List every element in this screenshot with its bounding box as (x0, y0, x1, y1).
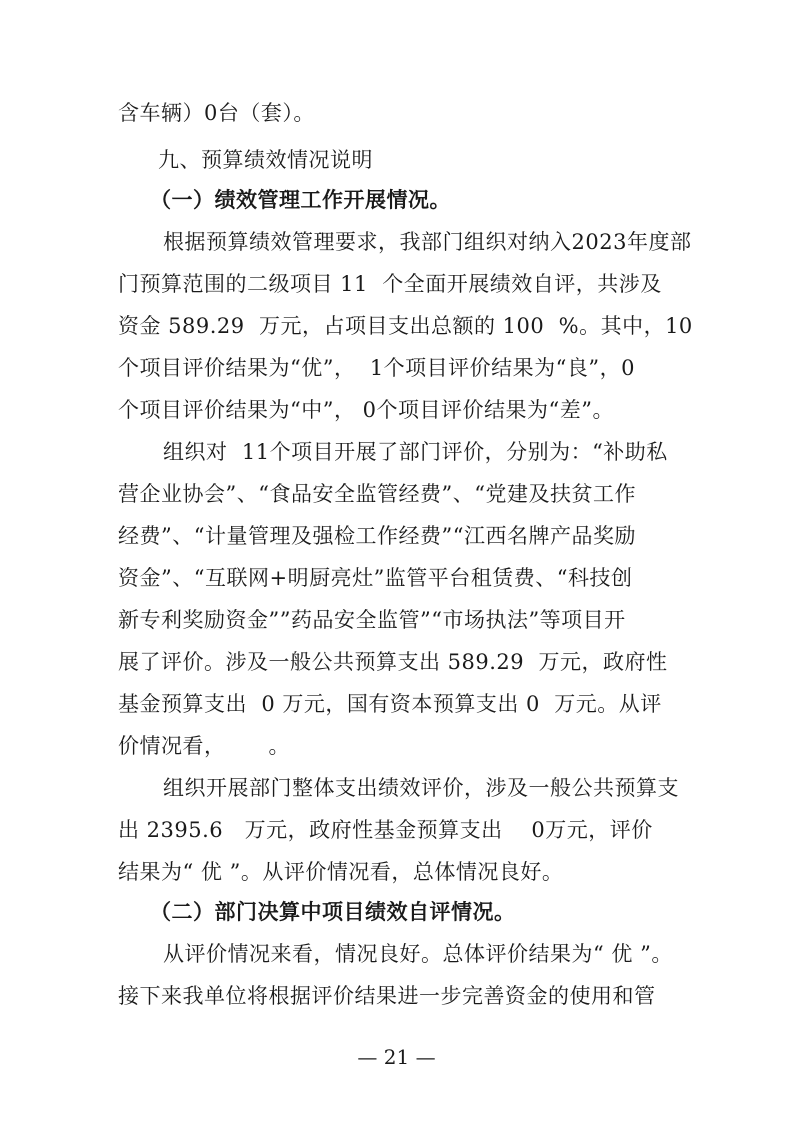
body-text-line: 新专利奖励资金””药品安全监管”“市场执法”等项目开 (118, 608, 626, 632)
body-text-line: 个项目评价结果为“中”， 0个项目评价结果为“差”。 (118, 398, 614, 422)
body-text-line: 含车辆）0台（套）。 (118, 101, 315, 125)
body-text-line: 结果为“ 优 ”。从评价情况看，总体情况良好。 (118, 860, 564, 884)
body-text-line: 组织对 11个项目开展了部门评价，分别为：“补助私 (163, 440, 668, 464)
page-number: — 21 — (357, 1045, 436, 1069)
body-text-line: 营企业协会”、“食品安全监管经费”、“党建及扶贫工作 (118, 482, 636, 506)
body-text-line: 价情况看， 。 (118, 734, 291, 758)
body-text-line: 门预算范围的二级项目 11 个全面开展绩效自评，共涉及 (118, 272, 662, 296)
body-text-line: 个项目评价结果为“优”， 1个项目评价结果为“良”，0 (118, 356, 636, 380)
body-text-line: 组织开展部门整体支出绩效评价，涉及一般公共预算支 (163, 776, 679, 800)
body-text-line: 基金预算支出 0 万元，国有资本预算支出 0 万元。从评 (118, 692, 662, 716)
body-text-line: 展了评价。涉及一般公共预算支出 589.29 万元，政府性 (118, 650, 668, 674)
body-text-line: 从评价情况来看，情况良好。总体评价结果为“ 优 ”。 (163, 942, 673, 966)
section-heading: 九、预算绩效情况说明 (158, 148, 373, 172)
body-text-line: 接下来我单位将根据评价结果进一步完善资金的使用和管 (118, 984, 656, 1008)
subsection-heading: （一）绩效管理工作开展情况。 (150, 188, 451, 212)
body-text-line: 出 2395.6 万元，政府性基金预算支出 0万元，评价 (118, 818, 653, 842)
body-text-line: 经费”、“计量管理及强检工作经费”“江西名牌产品奖励 (118, 524, 636, 548)
subsection-heading: （二）部门决算中项目绩效自评情况。 (150, 900, 516, 924)
body-text-line: 资金 589.29 万元，占项目支出总额的 100 %。其中，10 (118, 314, 693, 338)
body-text-line: 资金”、“互联网+明厨亮灶”监管平台租赁费、“科技创 (118, 566, 633, 590)
body-text-line: 根据预算绩效管理要求，我部门组织对纳入2023年度部 (163, 230, 692, 254)
